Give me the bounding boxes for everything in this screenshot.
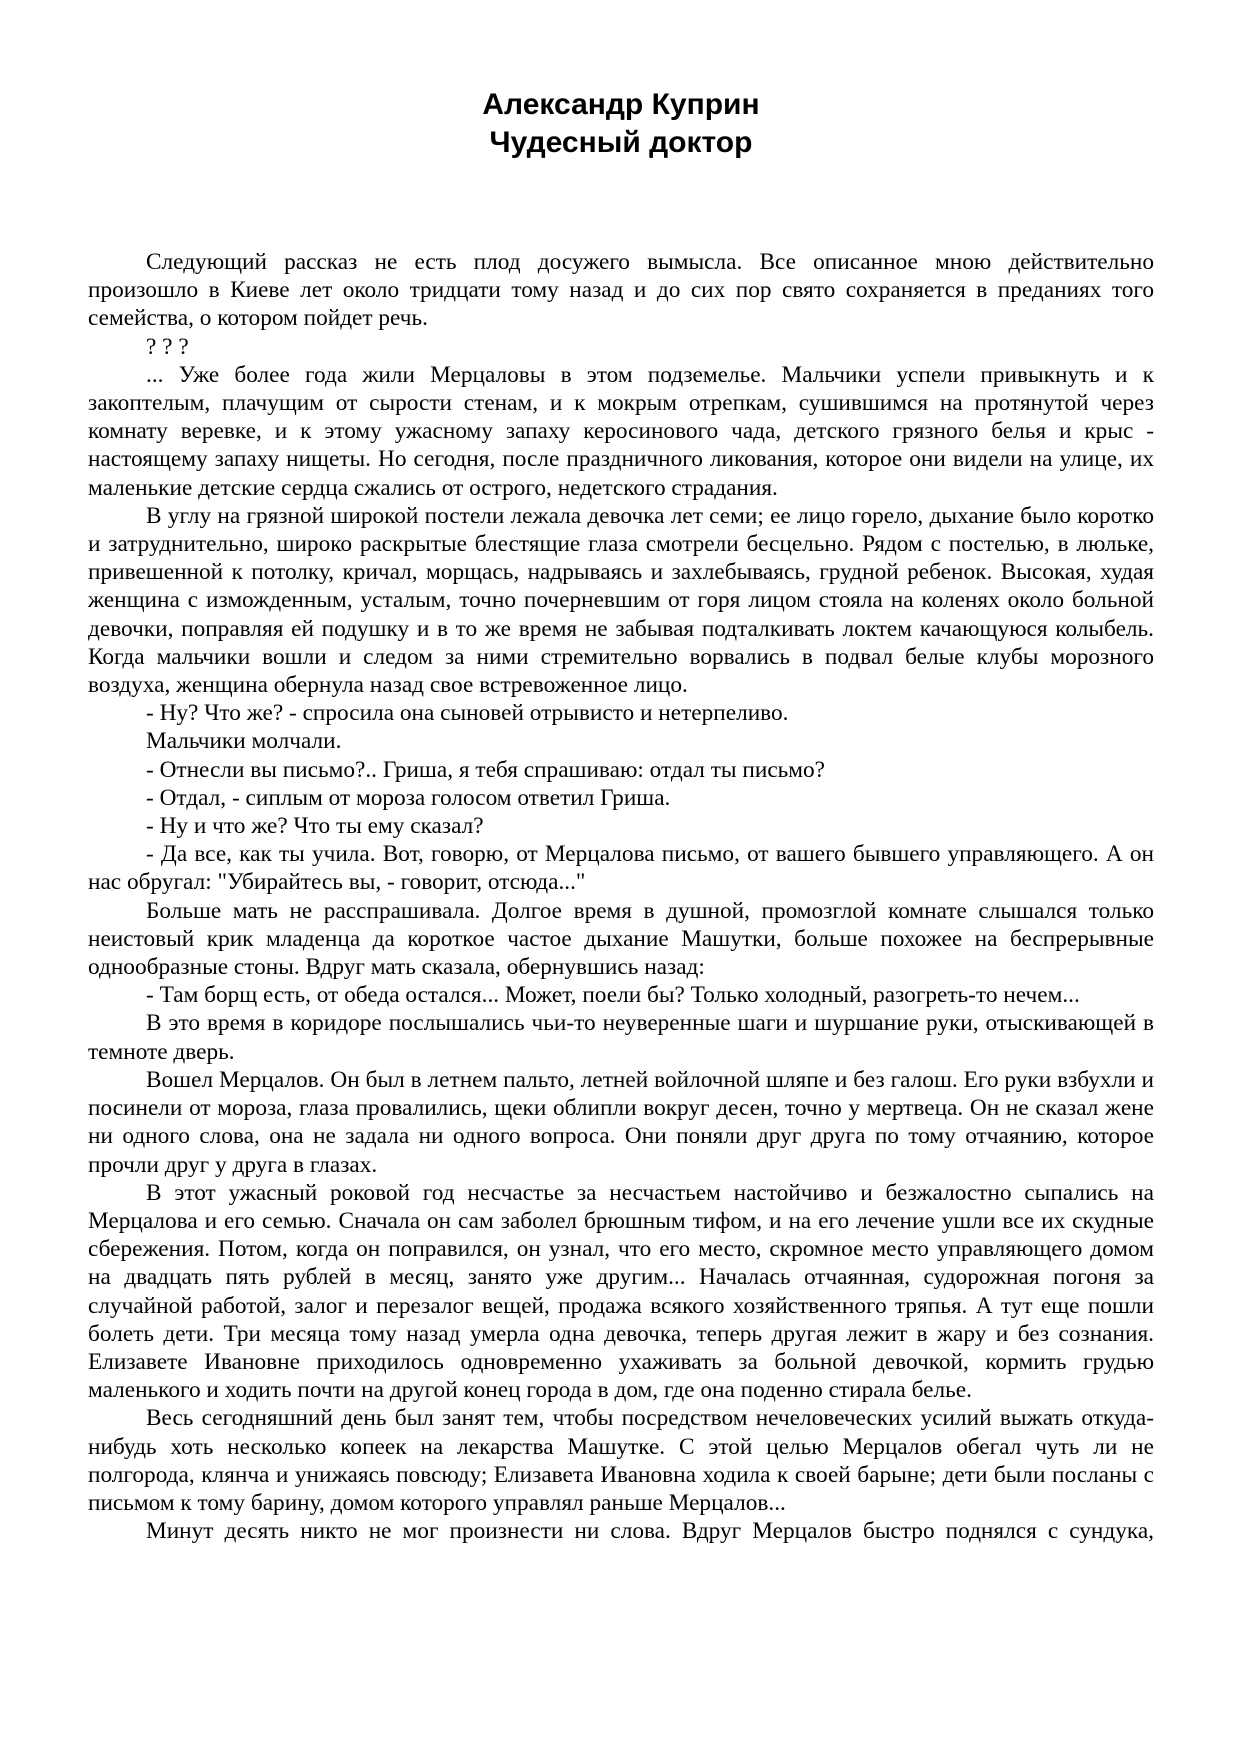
section-separator: ? ? ? [146, 333, 189, 360]
paragraph: В этот ужасный роковой год несчастье за несчастьем настойчиво и безжалостно сыпались на Мерцалова и его семью. Сначала он сам заболел брюшным тифом, и на его лечение ушли все их скудные сбережения. Потом, когда он поправился, он узнал, что его место, скромное место управляющего домом на двадцать пять рублей в месяц, занято уже другим... Началась отчаянная, судорожная погоня за случайной работой, залог и перезалог вещей, продажа всякого хозяйственного тряпья. А тут еще пошли болеть дети. Три месяца тому назад умерла одна девочка, теперь другая лежит в жару и без сознания. Елизавете Ивановне приходилось одновременно ухаживать за больной девочкой, кормить грудью маленького и ходить почти на другой конец города в дом, где она поденно стирала белье. [88, 1179, 1154, 1404]
paragraph: В углу на грязной широкой постели лежала девочка лет семи; ее лицо горело, дыхание было коротко и затруднительно, широко раскрытые блестящие глаза смотрели бесцельно. Рядом с постелью, в люльке, привешенной к потолку, кричал, морщась, надрываясь и захлебываясь, грудной ребенок. Высокая, худая женщина с изможденным, усталым, точно почерневшим от горя лицом стояла на коленях около больной девочки, поправляя ей подушку и в то же время не забывая подталкивать локтем качающуюся колыбель. Когда мальчики вошли и следом за ними стремительно ворвались в подвал белые клубы морозного воздуха, женщина обернула назад свое встревоженное лицо. [88, 502, 1154, 699]
title-block [88, 86, 1154, 162]
dialogue-line: - Ну и что же? Что ты ему сказал? [146, 813, 484, 840]
dialogue-line: - Да все, как ты учила. Вот, говорю, от Мерцалова письмо, от вашего бывшего управляющего. А он нас обругал: "Убирайтесь вы, - говорит, отсюда..." [88, 841, 1154, 896]
paragraph: Вошел Мерцалов. Он был в летнем пальто, летней войлочной шляпе и без галош. Его руки взбухли и посинели от мороза, глаза провалились, щеки облипли вокруг десен, точно у мертвеца. Он не сказал жене ни одного слова, она не задала ни одного вопроса. Они поняли друг друга по тому отчаянию, которое прочли друг у друга в глазах. [88, 1066, 1154, 1178]
story-title: Чудесный доктор [489, 126, 753, 159]
paragraph: В это время в коридоре послышались чьи-то неуверенные шаги и шуршание руки, отыскивающей в темноте дверь. [88, 1010, 1154, 1065]
dialogue-line: - Ну? Что же? - спросила она сыновей отрывисто и нетерпеливо. [146, 700, 789, 727]
paragraph: ... Уже более года жили Мерцаловы в этом подземелье. Мальчики успели привыкнуть и к закоптелым, плачущим от сырости стенам, и к мокрым отрепкам, сушившимся на протянутой через комнату веревке, и к этому ужасному запаху керосинового чада, детского грязного белья и крыс - настоящему запаху нищеты. Но сегодня, после праздничного ликования, которое они видели на улице, их маленькие детские сердца сжались от острого, недетского страдания. [88, 361, 1154, 501]
dialogue-line: - Отдал, - сиплым от мороза голосом ответил Гриша. [146, 784, 671, 811]
story-body [88, 248, 1154, 1545]
paragraph: Следующий рассказ не есть плод досужего вымысла. Все описанное мною действительно произошло в Киеве лет около тридцати тому назад и до сих пор свято сохраняется в преданиях того семейства, о котором пойдет речь. [88, 249, 1154, 332]
paragraph: Весь сегодняшний день был занят тем, чтобы посредством нечеловеческих усилий выжать откуда-нибудь хоть несколько копеек на лекарства Машутке. С этой целью Мерцалов обегал чуть ли не полгорода, клянча и унижаясь повсюду; Елизавета Ивановна ходила к своей барыне; дети были посланы с письмом к тому барину, домом которого управлял раньше Мерцалов... [88, 1405, 1154, 1516]
paragraph: Больше мать не расспрашивала. Долгое время в душной, промозглой комнате слышался только неистовый крик младенца да короткое частое дыхание Машутки, больше похожее на беспрерывные однообразные стоны. Вдруг мать сказала, обернувшись назад: [88, 897, 1154, 981]
dialogue-line: - Там борщ есть, от обеда остался... Может, поели бы? Только холодный, разогреть-то нечем... [146, 982, 1080, 1009]
paragraph: Минут десять никто не мог произнести ни слова. Вдруг Мерцалов быстро поднялся с сундука, [146, 1518, 1154, 1545]
dialogue-line: - Отнесли вы письмо?.. Гриша, я тебя спрашиваю: отдал ты письмо? [146, 756, 826, 783]
author-name: Александр Куприн [482, 88, 760, 121]
paragraph: Мальчики молчали. [146, 728, 342, 755]
